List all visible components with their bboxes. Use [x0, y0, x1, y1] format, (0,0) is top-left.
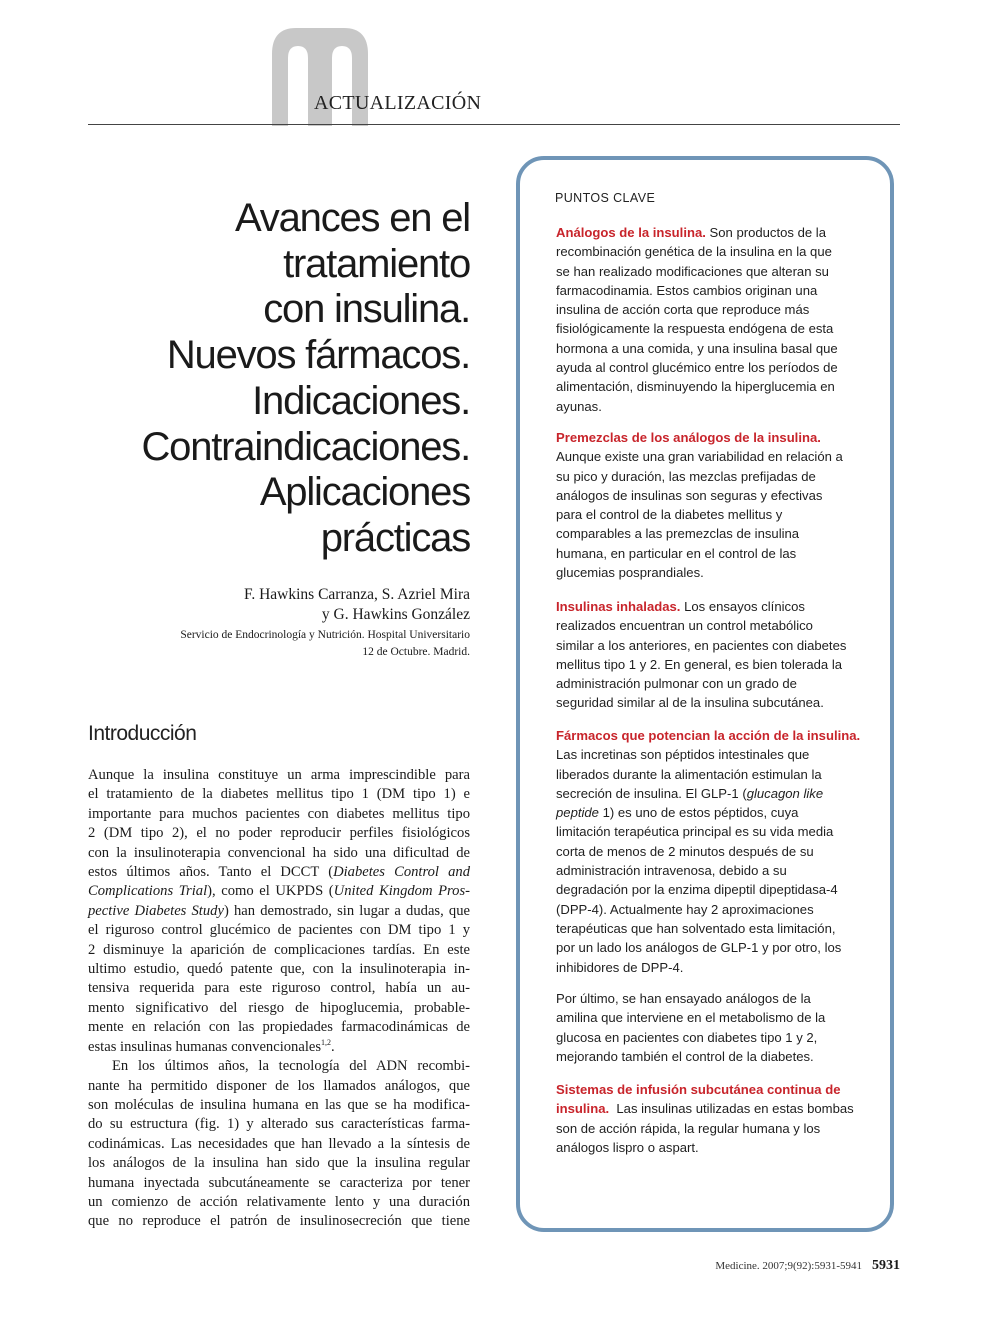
text-line: por un lado los análogos de GLP-1 y por otro, los: [556, 940, 842, 956]
text-line: humana inyectada subcutáneamente se caracteriza por tener: [88, 1174, 470, 1191]
text-line: análogos de insulinas son seguras y efectivas: [556, 487, 823, 503]
text-line: insulina de acción corta que reproduce más: [556, 302, 810, 318]
key-point-title: Sistemas de infusión subcutánea continua de: [556, 1082, 841, 1097]
text-line: Aunque existe una gran variabilidad en relación a: [556, 449, 843, 465]
text-line: que no reproduce el patrón de insulinosecreción que tiene: [88, 1213, 470, 1230]
key-point-premezclas: [556, 428, 843, 582]
text-line: para el control de la diabetes mellitus y: [556, 507, 783, 523]
intro-body: [88, 766, 470, 1232]
italic-run: pective Diabetes Study: [88, 902, 224, 919]
text-line: con la insulinoterapia convencional ha sido una dificultad de: [88, 844, 470, 861]
page-number: 5931: [872, 1258, 900, 1273]
title-line: Indicaciones.: [252, 378, 470, 423]
text-line: [556, 1099, 854, 1118]
text-line: amilina que interviene en el metabolismo de la: [556, 1010, 826, 1026]
key-point-infusion: [556, 1080, 854, 1157]
page-footer: [600, 1256, 900, 1274]
text-line: Las incretinas son péptidos intestinales que: [556, 747, 810, 763]
text-line: humana, en particular en el control de las: [556, 545, 797, 561]
text-line: el tratamiento de la diabetes mellitus tipo 1 (DM tipo 1) e: [88, 786, 470, 803]
text-line: (DPP-4). Actualmente hay 2 aproximaciones: [556, 901, 814, 917]
text-line: limitación terapéutica principal es su vida media: [556, 824, 834, 840]
text-line: comparables a las premezclas de insulina: [556, 526, 800, 542]
title-line: Avances en el: [235, 196, 470, 240]
text-line: tensiva requerida para este riguroso control, había un au-: [88, 980, 470, 997]
text-line: glucemias posprandiales.: [556, 565, 704, 581]
text-line: alimentación, disminuyendo la hiperglucemia en: [556, 379, 835, 395]
article-title: [88, 196, 470, 562]
key-point-title: Fármacos que potencian la acción de la insulina.: [556, 728, 861, 743]
text-line: inhibidores de DPP-4.: [556, 959, 684, 975]
text-line: mente en relación con las propiedades farmacodinámicas de: [88, 1019, 470, 1036]
text-line: seguridad similar al de la insulina subcutánea.: [556, 695, 824, 711]
title-line: tratamiento: [283, 241, 470, 286]
text-line: codinámicas. Las necesidades que han llevado a la síntesis de: [88, 1135, 470, 1152]
text-line: administración intravenosa, debido a su: [556, 863, 787, 879]
text-line: similar a los anteriores, en pacientes con diabetes: [556, 637, 847, 653]
key-point-inhaladas: [556, 597, 846, 713]
text-line: En los últimos años, la tecnología del ADN recombi-: [112, 1058, 470, 1075]
text-line: do su estructura (fig. 1) y alterado sus características farma-: [88, 1116, 470, 1133]
text-line: se han realizado modificaciones que alteran su: [556, 263, 829, 279]
text-run: ) han demostrado, sin lugar a dudas, que: [223, 902, 470, 919]
text-line: [88, 882, 470, 901]
text-line: realizados encuentran un control metabólico: [556, 618, 813, 634]
text-line: [556, 597, 846, 616]
text-line: son moléculas de insulina humana en las que se ha modifica-: [88, 1096, 470, 1113]
text-line: el riguroso control glucémico de pacientes con DM tipo 1 y: [88, 922, 470, 939]
text-line: Aunque la insulina constituye un arma imprescindible para: [88, 767, 470, 783]
text-line: mellitus tipo 1 y 2. En general, es bien tolerada la: [556, 656, 843, 672]
header-rule: [88, 124, 900, 125]
title-line: Aplicaciones: [259, 470, 470, 515]
text-line: importante para muchos pacientes con diabetes mellitus tipo: [88, 805, 470, 822]
text-line: nante ha permitido disponer de los llamados análogos, que: [88, 1077, 470, 1094]
authors: [88, 585, 470, 625]
text-run: secreción de insulina. El GLP-1 (: [556, 785, 747, 801]
italic-run: United Kingdom Pros-: [333, 883, 470, 900]
italic-run: Diabetes Control and: [333, 864, 470, 881]
text-line: [556, 784, 860, 803]
italic-run: glucagon like: [746, 785, 824, 801]
title-line: con insulina.: [263, 287, 470, 332]
text-line: [556, 803, 860, 822]
text-line: ayuda al control glucémico entre los períodos de: [556, 360, 838, 376]
text-run: .: [331, 1038, 335, 1055]
text-line: terapéuticas que han solventado esta limitación,: [556, 920, 836, 936]
text-line: 2 disminuye la aparición de complicaciones tardías. En este: [88, 941, 470, 958]
text-line: [88, 1038, 470, 1057]
text-line: los análogos de la insulina han sido que la insulina regular: [88, 1155, 470, 1172]
text-line: [88, 902, 470, 921]
text-line: son de acción rápida, la regular humana y los: [556, 1120, 821, 1136]
text-run: estos últimos años. Tanto el DCCT (: [88, 864, 334, 881]
intro-heading: Introducción: [88, 722, 197, 745]
text-line: [88, 863, 470, 882]
key-point-title: insulina.: [556, 1101, 610, 1117]
affiliation-line: 12 de Octubre. Madrid.: [362, 646, 470, 658]
authors-line: F. Hawkins Carranza, S. Azriel Mira: [243, 586, 470, 603]
title-line: Nuevos fármacos.: [166, 333, 470, 378]
text-run: Son productos de la: [705, 225, 826, 240]
text-line: [556, 223, 838, 242]
affiliation-line: Servicio de Endocrinología y Nutrición. Hospital Universitario: [180, 629, 470, 641]
text-run: ), como el UKPDS (: [207, 883, 334, 900]
affiliation: [88, 627, 470, 661]
title-line: prácticas: [320, 515, 470, 560]
footer-citation: Medicine. 2007;9(92):5931-5941: [715, 1260, 862, 1272]
key-points-heading: PUNTOS CLAVE: [555, 191, 656, 205]
text-line: hormona a una comida, y una insulina basal que: [556, 340, 838, 356]
italic-run: peptide: [556, 805, 599, 821]
text-line: ultimo estudio, quedó patente que, con la insulinoterapia in-: [88, 961, 470, 978]
citation-ref: 1,2: [321, 1037, 332, 1047]
key-point-title: Análogos de la insulina.: [556, 225, 706, 240]
authors-line: y G. Hawkins González: [321, 606, 470, 623]
text-run: estas insulinas humanas convencionales: [88, 1038, 322, 1055]
text-line: mento significativo del riesgo de hipoglucemia, probable-: [88, 999, 470, 1016]
text-line: degradación por la enzima dipeptil dipeptidasa-4: [556, 882, 838, 898]
key-point-title: Premezclas de los análogos de la insulina.: [556, 430, 821, 445]
text-line: 2 (DM tipo 2), el no poder reproducir perfiles fisiológicos: [88, 825, 470, 842]
section-label: ACTUALIZACIÓN: [314, 92, 482, 114]
text-run: Las insulinas utilizadas en estas bombas: [609, 1101, 854, 1117]
title-line: Contraindicaciones.: [141, 424, 470, 469]
text-line: glucosa en pacientes con diabetes tipo 1 y 2,: [556, 1029, 818, 1045]
text-run: Los ensayos clínicos: [680, 599, 805, 614]
text-line: administración pulmonar con un grado de: [556, 676, 797, 692]
text-line: corta de menos de 2 minutos después de su: [556, 843, 814, 859]
text-line: recombinación genética de la insulina en la que: [556, 244, 832, 260]
key-point-analogos: [556, 223, 838, 416]
italic-run: Complications Trial: [88, 883, 208, 900]
text-line: ayunas.: [556, 398, 602, 414]
key-point-farmacos: [556, 726, 860, 977]
text-line: mejorando también el control de la diabetes.: [556, 1048, 814, 1064]
key-point-title: Insulinas inhaladas.: [556, 599, 681, 614]
text-line: un comienzo de acción relativamente lento y una duración: [88, 1193, 470, 1210]
text-line: análogos lispro o aspart.: [556, 1139, 699, 1155]
text-line: fisiológicamente la respuesta endógena de esta: [556, 321, 834, 337]
text-line: farmacodinamia. Estos cambios originan una: [556, 282, 818, 298]
text-line: su pico y duración, las mezclas prefijadas de: [556, 468, 816, 484]
key-point-amilina: [556, 989, 825, 1066]
text-line: Por último, se han ensayado análogos de la: [556, 991, 811, 1006]
text-line: liberados durante la alimentación estimulan la: [556, 766, 822, 782]
text-run: 1) es uno de estos péptidos, cuya: [598, 805, 799, 821]
